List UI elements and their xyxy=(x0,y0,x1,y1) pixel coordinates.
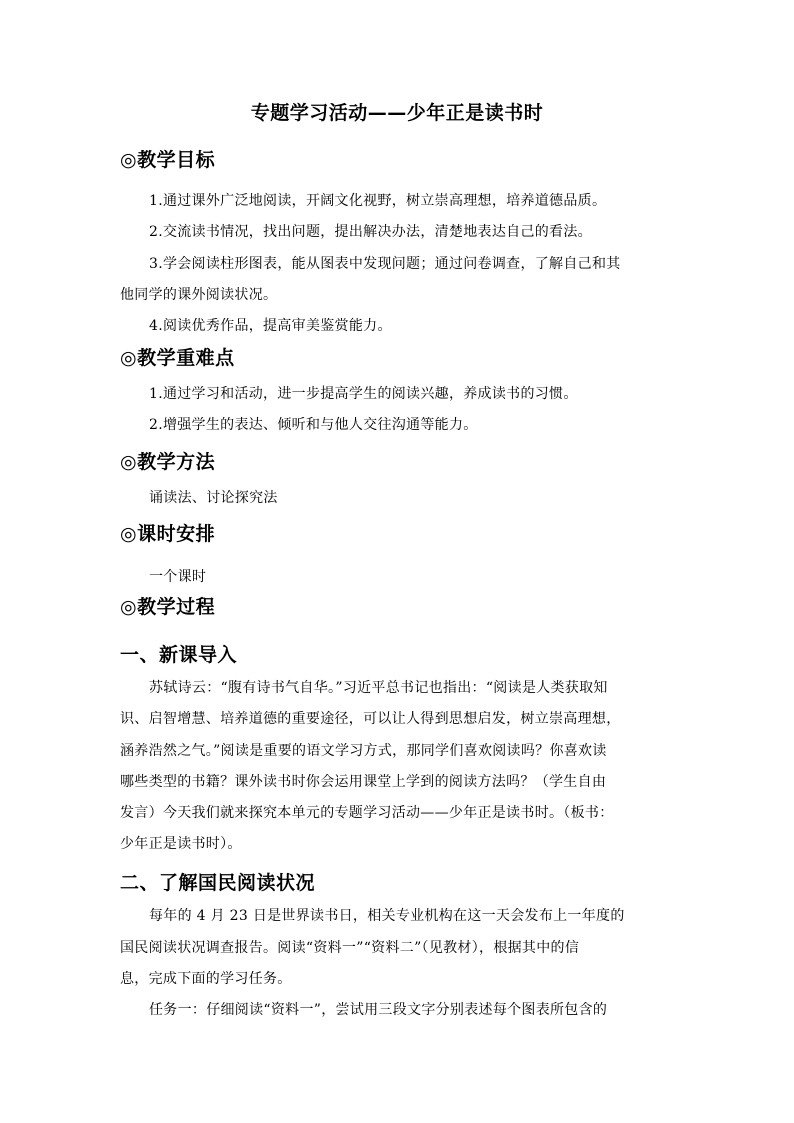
objective-line-1: 1.通过课外广泛地阅读，开阔文化视野，树立崇高理想，培养道德品质。 xyxy=(149,193,607,209)
objective-line-2: 2.交流读书情况，找出问题，提出解决办法，清楚地表达自己的看法。 xyxy=(149,224,592,240)
part2-line-1: 每年的 4 月 23 日是世界读书日，相关专业机构在这一天会发布上一年度的 xyxy=(149,908,625,924)
part2-line-3: 息，完成下面的学习任务。 xyxy=(120,971,292,987)
part2-heading: 二、了解国民阅读状况 xyxy=(120,872,316,894)
methods-heading: ◎教学方法 xyxy=(120,451,216,473)
schedule-heading: ◎课时安排 xyxy=(120,523,216,545)
part1-line-3: 涵养浩然之气。”阅读是重要的语文学习方式，那同学们喜欢阅读吗？你喜欢读 xyxy=(120,743,607,759)
key-point-line-1: 1.通过学习和活动，进一步提高学生的阅读兴趣，养成读书的习惯。 xyxy=(149,386,578,402)
part1-line-1: 苏轼诗云：“腹有诗书气自华。”习近平总书记也指出：“阅读是人类获取知 xyxy=(149,680,608,696)
objective-line-4: 4.阅读优秀作品，提高审美鉴赏能力。 xyxy=(149,318,392,334)
part1-heading: 一、新课导入 xyxy=(120,644,238,666)
process-heading: ◎教学过程 xyxy=(120,596,216,618)
schedule-text: 一个课时 xyxy=(149,569,207,585)
objective-line-3-cont: 他同学的课外阅读状况。 xyxy=(120,287,278,303)
part1-line-5: 发言）今天我们就来探究本单元的专题学习活动——少年正是读书时。（板书： xyxy=(120,805,614,821)
page-title: 专题学习活动——少年正是读书时 xyxy=(250,102,544,124)
part1-line-6: 少年正是读书时）。 xyxy=(120,836,242,852)
part2-line-4: 任务一：仔细阅读“资料一”，尝试用三段文字分别表述每个图表所包含的 xyxy=(149,1002,608,1018)
part2-line-2: 国民阅读状况调查报告。阅读“资料一”“资料二”（见教材），根据其中的信 xyxy=(120,940,580,956)
objectives-heading: ◎教学目标 xyxy=(120,149,216,171)
key-points-heading: ◎教学重难点 xyxy=(120,347,235,369)
objective-line-3: 3.学会阅读柱形图表，能从图表中发现问题；通过问卷调查，了解自己和其 xyxy=(149,256,621,272)
part1-line-4: 哪些类型的书籍？课外读书时你会运用课堂上学到的阅读方法吗？（学生自由 xyxy=(120,774,607,790)
part1-line-2: 识、启智增慧、培养道德的重要途径，可以让人得到思想启发，树立崇高理想， xyxy=(120,711,621,727)
methods-text: 诵读法、讨论探究法 xyxy=(149,490,278,506)
key-point-line-2: 2.增强学生的表达、倾听和与他人交往沟通等能力。 xyxy=(149,417,478,433)
